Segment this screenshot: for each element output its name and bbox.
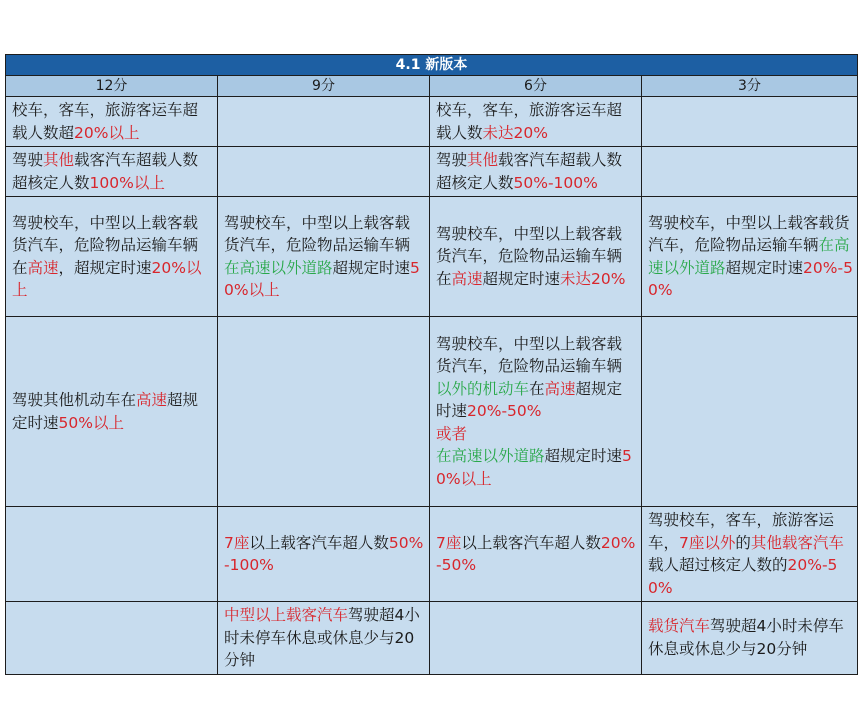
- cell-text-segment: 超规定时速: [436, 379, 623, 421]
- cell-text-segment: 50%以上: [436, 447, 632, 488]
- cell-text-segment: 高速: [544, 379, 576, 398]
- cell-text-segment: 超规定时速: [544, 447, 623, 466]
- cell-12-points: [6, 507, 218, 602]
- points-table: [5, 54, 858, 675]
- cell-12-points: [6, 97, 218, 147]
- cell-6-points: [430, 97, 642, 147]
- cell-9-points: [218, 197, 430, 317]
- cell-text-segment: 其他: [467, 151, 499, 169]
- cell-text-segment: 20%-50%: [648, 258, 853, 299]
- cell-text-segment: 在高速以外道路: [224, 258, 333, 277]
- cell-text-segment: 载客汽车超载人数超核定人数: [436, 151, 623, 192]
- cell-text-segment: 20%以上: [12, 258, 202, 299]
- cell-text-segment: 未达20%: [482, 123, 548, 142]
- table-row: [6, 507, 858, 602]
- cell-text-segment: 其他载客汽车: [750, 533, 844, 552]
- cell-text-segment: 20%以上: [74, 123, 140, 142]
- cell-12-points: [6, 602, 218, 675]
- cell-text-segment: ，超规定时速: [58, 258, 152, 277]
- cell-text-segment: 驾驶校车，中型以上载客载货汽车，危险物品运输车辆: [436, 334, 623, 376]
- cell-text-segment: 20%-50%: [436, 533, 636, 574]
- cell-text-segment: 驾驶校车，中型以上载客载货汽车，危险物品运输车辆在: [436, 224, 623, 288]
- cell-text-segment: 高速: [136, 391, 168, 409]
- cell-text-segment: 中型以上载客汽车: [224, 606, 349, 624]
- cell-text-segment: 以上载客汽车超人数: [461, 533, 601, 552]
- table-row: [6, 317, 858, 507]
- cell-12-points: [6, 147, 218, 197]
- cell-text-segment: 驾驶超4小时未停车休息或休息少与20分钟: [224, 606, 420, 669]
- cell-6-points: [430, 602, 642, 675]
- cell-text-segment: 以外的机动车: [436, 379, 530, 398]
- cell-6-points: [430, 147, 642, 197]
- cell-9-points: [218, 507, 430, 602]
- cell-text-segment: 校车，客车，旅游客运车超载人数超: [12, 101, 199, 142]
- cell-3-points: [642, 97, 858, 147]
- cell-text-segment: 驾驶: [12, 151, 44, 169]
- cell-text-segment: 20%-50%: [467, 402, 542, 421]
- cell-text-segment: 高速: [27, 258, 59, 277]
- header-12-points: 12分: [6, 76, 218, 97]
- cell-text-segment: 50%-100%: [513, 173, 598, 192]
- cell-text-segment: 驾驶校车，中型以上载客载货汽车，危险物品运输车辆: [224, 213, 411, 254]
- cell-text-segment: 驾驶校车，客车，旅游客运车，: [648, 511, 835, 552]
- cell-9-points: [218, 97, 430, 147]
- cell-text-segment: 驾驶超4小时未停车休息或休息少与20分钟: [648, 617, 844, 658]
- cell-9-points: [218, 602, 430, 675]
- cell-text-segment: 驾驶其他机动车在: [12, 391, 137, 409]
- cell-text-segment: 载人超过核定人数的: [648, 556, 788, 574]
- cell-text-segment: 载货汽车: [648, 617, 711, 636]
- cell-3-points: [642, 602, 858, 675]
- cell-text-segment: 载客汽车超载人数超核定人数: [12, 151, 199, 192]
- cell-6-points: [430, 507, 642, 602]
- cell-6-points: [430, 197, 642, 317]
- cell-text-segment: 50%以上: [224, 258, 420, 299]
- cell-3-points: [642, 507, 858, 602]
- cell-3-points: [642, 317, 858, 507]
- cell-text-segment: 高速: [451, 269, 483, 288]
- cell-text-segment: 20%-50%: [648, 556, 838, 597]
- cell-text-segment: 7座: [224, 533, 250, 552]
- cell-text-segment: 未达20%: [560, 269, 626, 288]
- cell-text-segment: 50%以上: [58, 413, 124, 432]
- cell-text-segment: 在高速以外道路: [648, 236, 850, 277]
- cell-text-segment: 以上载客汽车超人数: [249, 533, 389, 552]
- cell-text-segment: 驾驶校车，中型以上载客载货汽车，危险物品运输车辆在: [12, 213, 199, 277]
- cell-text-segment: 50%-100%: [224, 533, 424, 574]
- cell-text-segment: 或者: [436, 424, 468, 443]
- table-row: [6, 147, 858, 197]
- cell-text-segment: 其他: [43, 151, 75, 169]
- cell-3-points: [642, 197, 858, 317]
- cell-text-segment: 驾驶校车，中型以上载客载货汽车，危险物品运输车辆: [648, 213, 850, 254]
- cell-text-segment: 7座以外: [679, 533, 736, 552]
- header-9-points: 9分: [218, 76, 430, 97]
- cell-text-segment: 的: [735, 533, 751, 552]
- cell-text-segment: 在: [529, 379, 545, 398]
- cell-text-segment: 超规定时速: [332, 258, 411, 277]
- table-row: [6, 197, 858, 317]
- table-row: [6, 97, 858, 147]
- header-3-points: 3分: [642, 76, 858, 97]
- table-title: 4.1 新版本: [6, 55, 858, 76]
- cell-text-segment: 超规定时速: [725, 258, 804, 277]
- cell-text-segment: 驾驶: [436, 151, 468, 169]
- cell-6-points: [430, 317, 642, 507]
- cell-text-segment: 校车，客车，旅游客运车超载人数: [436, 101, 623, 142]
- cell-text-segment: 超规定时速: [482, 269, 561, 288]
- cell-12-points: [6, 197, 218, 317]
- cell-9-points: [218, 147, 430, 197]
- header-6-points: 6分: [430, 76, 642, 97]
- header-row: [6, 76, 858, 97]
- cell-3-points: [642, 147, 858, 197]
- cell-text-segment: 100%以上: [89, 173, 165, 192]
- cell-text-segment: 7座: [436, 533, 462, 552]
- cell-text-segment: 超规定时速: [12, 391, 199, 432]
- cell-12-points: [6, 317, 218, 507]
- cell-9-points: [218, 317, 430, 507]
- cell-text-segment: 在高速以外道路: [436, 447, 545, 466]
- table-row: [6, 602, 858, 675]
